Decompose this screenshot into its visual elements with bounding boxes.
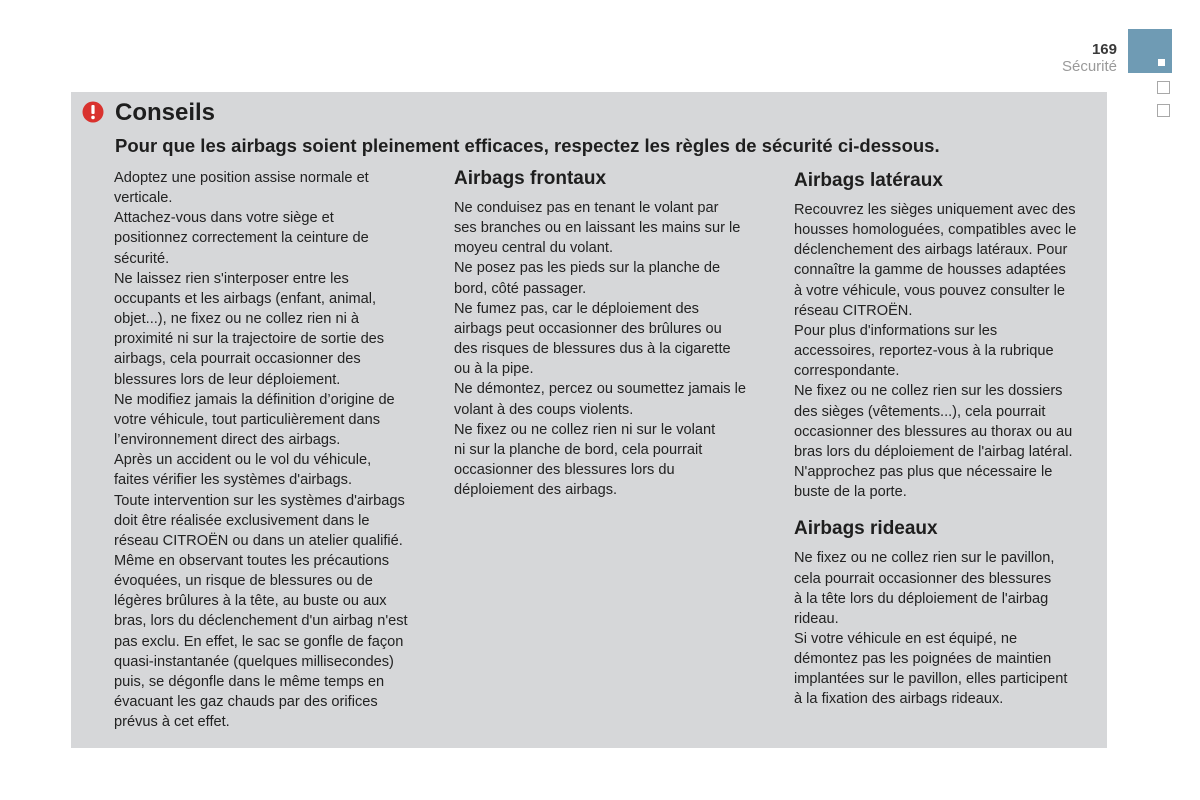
text-line: l’environnement direct des airbags.: [114, 432, 341, 449]
text-line: doit être réalisée exclusivement dans le: [114, 512, 370, 529]
text-line: Adoptez une position assise normale et: [114, 170, 369, 186]
text-line: occupants et les airbags (enfant, animal,: [114, 290, 377, 307]
text-line: Après un accident ou le vol du véhicule,: [114, 452, 372, 469]
text-line: pas exclu. En effet, le sac se gonfle de façon: [114, 633, 404, 650]
text-line: Ne conduisez pas en tenant le volant par: [454, 200, 719, 216]
text-line: sécurité.: [114, 250, 170, 267]
text-line: à votre véhicule, vous pouvez consulter le: [794, 282, 1065, 299]
text-line: des risques de blessures dus à la cigarette: [454, 341, 731, 358]
text-line: à la fixation des airbags rideaux.: [794, 691, 1004, 708]
section-name: Sécurité: [1061, 58, 1117, 75]
text-line: connaître la gamme de housses adaptées: [794, 262, 1066, 279]
text-line: prévus à cet effet.: [114, 714, 230, 731]
text-line: évacuant les gaz chauds par des orifices: [114, 694, 378, 711]
text-line: ou à la pipe.: [454, 361, 534, 378]
text-line: Ne posez pas les pieds sur la planche de: [454, 260, 721, 277]
text-line: faites vérifier les systèmes d'airbags.: [114, 472, 352, 489]
text-line: réseau CITROËN ou dans un atelier qualifié.: [114, 532, 403, 549]
text-line: proximité ni sur la trajectoire de sortie des: [114, 331, 385, 348]
text-line: quasi-instantanée (quelques millisecondes): [114, 653, 394, 670]
column-general: [114, 168, 432, 732]
text-line: Ne laissez rien s'interposer entre les: [114, 270, 349, 287]
text-line: accessoires, reportez-vous à la rubrique: [794, 343, 1054, 360]
chapter-tab-square: [1157, 81, 1170, 94]
text-line: moyeu central du volant.: [454, 240, 613, 257]
heading-frontal-airbags: Airbags frontaux: [454, 168, 607, 189]
text-line: votre véhicule, tout particulièrement dans: [114, 411, 381, 428]
text-line: airbags peut occasionner des brûlures ou: [454, 320, 722, 337]
text-line: Ne fumez pas, car le déploiement des: [454, 300, 699, 317]
text-line: Même en observant toutes les précautions: [114, 552, 390, 569]
text-line: démontez pas les poignées de maintien: [794, 651, 1052, 668]
text-line: occasionner des blessures au thorax ou au: [794, 423, 1073, 440]
text-line: housses homologuées, compatibles avec le: [794, 222, 1077, 239]
text-line: bras, lors du déclenchement d'un airbag n'est: [114, 613, 408, 630]
text-line: positionnez correctement la ceinture de: [114, 230, 369, 247]
text-line: bras lors du déploiement de l'airbag latéral.: [794, 443, 1073, 460]
text-line: Ne fixez ou ne collez rien sur le pavillon,: [794, 550, 1055, 567]
text-line: implantées sur le pavillon, elles participent: [794, 671, 1068, 688]
text-line: airbags, cela pourrait occasionner des: [114, 351, 361, 368]
text-line: Ne fixez ou ne collez rien sur les dossiers: [794, 383, 1063, 400]
text-line: bord, côté passager.: [454, 280, 587, 297]
text-line: cela pourrait occasionner des blessures: [794, 570, 1052, 587]
text-line: rideau.: [794, 610, 839, 627]
column-frontal-airbags: [454, 166, 770, 500]
column-side-curtain-airbags: [794, 168, 1099, 710]
text-line: Recouvrez les sièges uniquement avec des: [794, 202, 1076, 218]
text-line: objet...), ne fixez ou ne collez rien ni à: [114, 311, 359, 328]
text-line: Pour plus d'informations sur les: [794, 322, 998, 339]
text-line: Attachez-vous dans votre siège et: [114, 210, 334, 227]
panel-title: Conseils: [115, 99, 216, 126]
text-line: puis, se dégonfle dans le même temps en: [114, 673, 385, 690]
text-line: Toute intervention sur les systèmes d'airbags: [114, 492, 405, 509]
text-line: à la tête lors du déploiement de l'airbag: [794, 590, 1049, 607]
heading-curtain-airbags: Airbags rideaux: [794, 518, 938, 540]
warning-exclamation-icon: [82, 101, 104, 123]
text-line: correspondante.: [794, 363, 900, 380]
text-line: N'approchez pas plus que nécessaire le: [794, 464, 1053, 481]
text-line: occasionner des blessures lors du: [454, 462, 675, 479]
text-line: volant à des coups violents.: [454, 401, 634, 418]
panel-subtitle: Pour que les airbags soient pleinement efficaces, respectez les règles de sécurité ci-dessous.: [115, 135, 940, 156]
text-line: déploiement des airbags.: [454, 482, 618, 499]
page-number: 169: [1091, 41, 1117, 58]
text-line: Si votre véhicule en est équipé, ne: [794, 630, 1018, 647]
chapter-tab-square: [1157, 104, 1170, 117]
text-line: blessures lors de leur déploiement.: [114, 371, 341, 388]
chapter-tab-marker: [1158, 59, 1165, 66]
text-line: Ne modifiez jamais la définition d’origine de: [114, 391, 395, 408]
text-line: légères brûlures à la tête, au buste ou aux: [114, 593, 387, 610]
text-line: déclenchement des airbags latéraux. Pour: [794, 242, 1068, 259]
text-line: Ne fixez ou ne collez rien ni sur le volant: [454, 421, 716, 438]
text-line: réseau CITROËN.: [794, 302, 913, 319]
text-line: des sièges (vêtements...), cela pourrait: [794, 403, 1046, 420]
text-line: ses branches ou en laissant les mains sur le: [454, 220, 741, 237]
text-line: ni sur la planche de bord, cela pourrait: [454, 441, 703, 458]
heading-side-airbags: Airbags latéraux: [794, 170, 943, 191]
text-line: buste de la porte.: [794, 484, 907, 501]
chapter-tab-active: [1128, 29, 1172, 73]
advice-panel: [71, 92, 1107, 748]
text-line: Ne démontez, percez ou soumettez jamais le: [454, 381, 747, 398]
text-line: évoquées, un risque de blessures ou de: [114, 573, 373, 590]
text-line: verticale.: [114, 190, 173, 207]
